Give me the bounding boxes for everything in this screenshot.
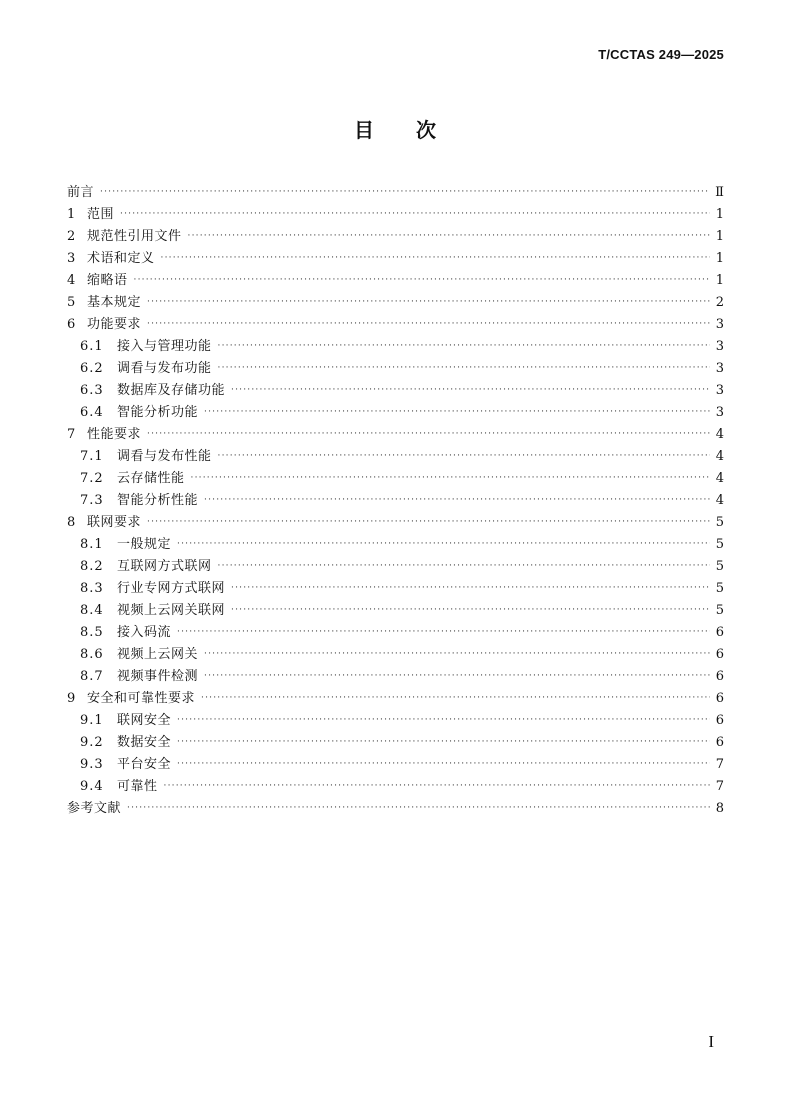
toc-entry-title: 联网安全 xyxy=(117,713,172,728)
toc-entry[interactable] xyxy=(67,732,724,754)
toc-entry-page: 3 xyxy=(715,405,724,420)
toc-dot-leader xyxy=(147,291,710,313)
toc-entry-number: 6.1 xyxy=(80,339,104,354)
toc-entry-title: 智能分析功能 xyxy=(117,405,199,420)
toc-dot-leader xyxy=(204,643,710,665)
toc-entry-number: 6 xyxy=(67,317,77,332)
toc-dot-leader xyxy=(164,775,710,797)
toc-entry-page: 1 xyxy=(715,229,724,244)
toc-dot-leader xyxy=(147,511,710,533)
toc-entry-number: 1 xyxy=(67,207,77,222)
toc-entry[interactable] xyxy=(67,622,724,644)
toc-dot-leader xyxy=(231,379,710,401)
toc-entry[interactable] xyxy=(67,666,724,688)
toc-entry-title: 前言 xyxy=(67,185,95,200)
toc-entry[interactable] xyxy=(67,776,724,798)
toc-entry-title: 基本规定 xyxy=(87,295,142,310)
toc-entry-page: 4 xyxy=(715,427,724,442)
toc-dot-leader xyxy=(161,247,710,269)
toc-entry[interactable] xyxy=(67,424,724,446)
toc-entry-number: 6.2 xyxy=(80,361,104,376)
toc-dot-leader xyxy=(147,313,710,335)
toc-entry[interactable] xyxy=(67,292,724,314)
toc-dot-leader xyxy=(177,621,710,643)
toc-title xyxy=(0,114,790,143)
toc-entry[interactable] xyxy=(67,600,724,622)
toc-entry[interactable] xyxy=(67,446,724,468)
toc-entry-title: 视频上云网关 xyxy=(117,647,199,662)
toc-entry-page: 3 xyxy=(715,383,724,398)
toc-entry-page: 4 xyxy=(715,493,724,508)
toc-dot-leader xyxy=(231,577,710,599)
toc-entry[interactable] xyxy=(67,754,724,776)
toc-entry-title: 功能要求 xyxy=(87,317,142,332)
toc-entry[interactable] xyxy=(67,534,724,556)
toc-entry-page: 5 xyxy=(715,537,724,552)
toc-entry-number: 3 xyxy=(67,251,77,266)
toc-entry-title: 一般规定 xyxy=(117,537,172,552)
toc-entry-page: 1 xyxy=(715,251,724,266)
toc-entry-title: 视频上云网关联网 xyxy=(117,603,226,618)
toc-dot-leader xyxy=(127,797,710,819)
toc-entry-page: 6 xyxy=(715,647,724,662)
toc-dot-leader xyxy=(100,181,709,203)
toc-entry-number: 2 xyxy=(67,229,77,244)
toc-entry[interactable] xyxy=(67,468,724,490)
toc-entry-number: 8.7 xyxy=(80,669,104,684)
toc-entry-number: 7.2 xyxy=(80,471,104,486)
toc-entry[interactable] xyxy=(67,512,724,534)
toc-entry-title: 可靠性 xyxy=(117,779,158,794)
toc-entry-title: 视频事件检测 xyxy=(117,669,199,684)
toc-entry-title: 平台安全 xyxy=(117,757,172,772)
toc-entry-title: 数据安全 xyxy=(117,735,172,750)
toc-entry-number: 8.5 xyxy=(80,625,104,640)
toc-dot-leader xyxy=(191,467,710,489)
document-code: T/CCTAS 249—2025 xyxy=(598,47,724,62)
toc-entry-number: 8.4 xyxy=(80,603,104,618)
toc-entry-number: 6.3 xyxy=(80,383,104,398)
toc-entry[interactable] xyxy=(67,270,724,292)
toc-entry[interactable] xyxy=(67,314,724,336)
toc-dot-leader xyxy=(218,357,710,379)
toc-entry-title: 联网要求 xyxy=(87,515,142,530)
toc-entry-number: 7.3 xyxy=(80,493,104,508)
toc-entry-page: 6 xyxy=(715,691,724,706)
toc-entry[interactable] xyxy=(67,380,724,402)
toc-entry-page: 3 xyxy=(715,361,724,376)
toc-entry-page: 4 xyxy=(715,449,724,464)
toc-entry-title: 规范性引用文件 xyxy=(87,229,182,244)
toc-dot-leader xyxy=(204,489,710,511)
toc-dot-leader xyxy=(201,687,710,709)
toc-entry-number: 8.3 xyxy=(80,581,104,596)
toc-entry[interactable] xyxy=(67,248,724,270)
toc-dot-leader xyxy=(147,423,710,445)
toc-entry-page: 3 xyxy=(715,339,724,354)
toc-entry[interactable] xyxy=(67,226,724,248)
toc-entry-title: 性能要求 xyxy=(87,427,142,442)
toc-dot-leader xyxy=(177,731,710,753)
toc-dot-leader xyxy=(188,225,710,247)
toc-entry-page: 7 xyxy=(715,757,724,772)
toc-entry-title: 智能分析性能 xyxy=(117,493,199,508)
toc-entry-title: 调看与发布性能 xyxy=(117,449,212,464)
toc-entry-title: 安全和可靠性要求 xyxy=(87,691,196,706)
toc-dot-leader xyxy=(231,599,710,621)
toc-entry-page: Ⅱ xyxy=(715,185,724,200)
toc-entry-page: 5 xyxy=(715,581,724,596)
toc-entry-title: 参考文献 xyxy=(67,801,122,816)
toc-entry-number: 8.2 xyxy=(80,559,104,574)
toc-entry-page: 6 xyxy=(715,669,724,684)
toc-entry-page: 6 xyxy=(715,713,724,728)
toc-entry-page: 2 xyxy=(715,295,724,310)
toc-entry-title: 互联网方式联网 xyxy=(117,559,212,574)
toc-entry-page: 7 xyxy=(715,779,724,794)
toc-entry[interactable] xyxy=(67,358,724,380)
toc-entry-number: 9.4 xyxy=(80,779,104,794)
toc-entry-number: 9.2 xyxy=(80,735,104,750)
toc-dot-leader xyxy=(120,203,710,225)
toc-entry-title: 数据库及存储功能 xyxy=(117,383,226,398)
toc-entry[interactable] xyxy=(67,578,724,600)
toc-dot-leader xyxy=(218,445,710,467)
toc-dot-leader xyxy=(134,269,710,291)
toc-entry-page: 3 xyxy=(715,317,724,332)
toc-entry-page: 6 xyxy=(715,625,724,640)
toc-entry[interactable] xyxy=(67,710,724,732)
toc-entry[interactable] xyxy=(67,556,724,578)
toc-dot-leader xyxy=(204,401,710,423)
toc-entry-title: 缩略语 xyxy=(87,273,128,288)
toc-entry[interactable] xyxy=(67,182,724,204)
toc-entry-page: 6 xyxy=(715,735,724,750)
toc-entry-title: 术语和定义 xyxy=(87,251,155,266)
toc-title-right: 次 xyxy=(416,118,436,142)
toc-entry-number: 4 xyxy=(67,273,77,288)
toc-entry-title: 行业专网方式联网 xyxy=(117,581,226,596)
toc-title-left: 目 xyxy=(354,118,374,142)
toc-entry-number: 9.1 xyxy=(80,713,104,728)
toc-entry-number: 7.1 xyxy=(80,449,104,464)
toc-dot-leader xyxy=(218,555,710,577)
toc-entry-title: 调看与发布功能 xyxy=(117,361,212,376)
toc-entry[interactable] xyxy=(67,798,724,820)
table-of-contents xyxy=(67,182,724,820)
toc-entry-number: 8 xyxy=(67,515,77,530)
toc-entry-title: 接入与管理功能 xyxy=(117,339,212,354)
toc-dot-leader xyxy=(177,753,710,775)
toc-entry-page: 5 xyxy=(715,603,724,618)
toc-entry[interactable] xyxy=(67,644,724,666)
toc-entry-page: 8 xyxy=(715,801,724,816)
toc-entry-page: 4 xyxy=(715,471,724,486)
toc-entry[interactable] xyxy=(67,490,724,512)
page-number: I xyxy=(708,1032,714,1051)
toc-entry-number: 9 xyxy=(67,691,77,706)
toc-entry-number: 5 xyxy=(67,295,77,310)
toc-entry-page: 1 xyxy=(715,273,724,288)
toc-entry-title: 范围 xyxy=(87,207,115,222)
toc-dot-leader xyxy=(177,533,710,555)
toc-entry[interactable] xyxy=(67,688,724,710)
toc-entry-number: 9.3 xyxy=(80,757,104,772)
toc-dot-leader xyxy=(177,709,710,731)
toc-entry-title: 接入码流 xyxy=(117,625,172,640)
toc-entry-page: 1 xyxy=(715,207,724,222)
toc-entry-number: 7 xyxy=(67,427,77,442)
toc-entry[interactable] xyxy=(67,204,724,226)
toc-entry-number: 8.6 xyxy=(80,647,104,662)
toc-entry-number: 6.4 xyxy=(80,405,104,420)
toc-entry-title: 云存储性能 xyxy=(117,471,185,486)
toc-dot-leader xyxy=(204,665,710,687)
toc-entry[interactable] xyxy=(67,336,724,358)
toc-dot-leader xyxy=(218,335,710,357)
toc-entry-page: 5 xyxy=(715,559,724,574)
toc-entry[interactable] xyxy=(67,402,724,424)
toc-entry-number: 8.1 xyxy=(80,537,104,552)
toc-entry-page: 5 xyxy=(715,515,724,530)
